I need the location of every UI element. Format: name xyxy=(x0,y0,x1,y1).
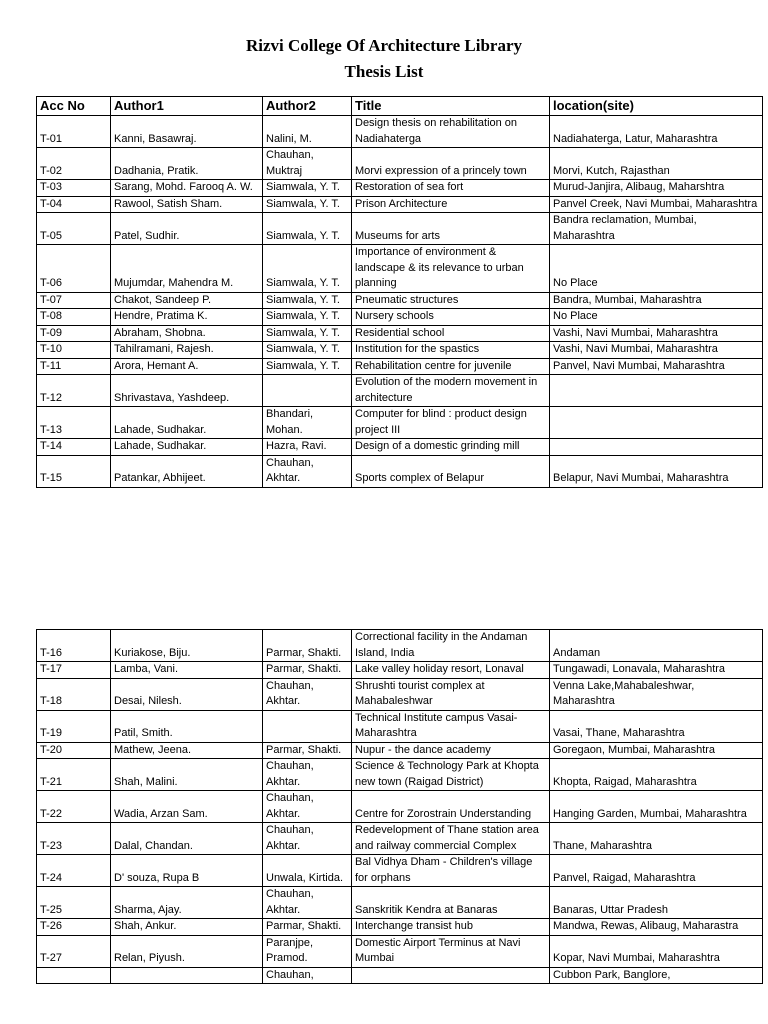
cell-location: Thane, Maharashtra xyxy=(550,823,763,855)
cell-location: Belapur, Navi Mumbai, Maharashtra xyxy=(550,455,763,487)
cell-author2: Siamwala, Y. T. xyxy=(263,245,352,293)
cell-author2: Chauhan, Muktraj xyxy=(263,148,352,180)
cell-acc-no: T-01 xyxy=(37,116,111,148)
cell-author2: Siamwala, Y. T. xyxy=(263,213,352,245)
cell-author2: Siamwala, Y. T. xyxy=(263,342,352,359)
cell-author1: Arora, Hemant A. xyxy=(111,358,263,375)
cell-location: Panvel, Navi Mumbai, Maharashtra xyxy=(550,358,763,375)
cell-location: Mandwa, Rewas, Alibaug, Maharastra xyxy=(550,919,763,936)
cell-author2: Siamwala, Y. T. xyxy=(263,309,352,326)
cell-author1: Sarang, Mohd. Farooq A. W. xyxy=(111,180,263,197)
cell-location xyxy=(550,439,763,456)
table-row xyxy=(37,342,763,359)
header-location: location(site) xyxy=(550,97,763,116)
cell-author1: Shah, Malini. xyxy=(111,759,263,791)
cell-author2: Nalini, M. xyxy=(263,116,352,148)
cell-location: Kopar, Navi Mumbai, Maharashtra xyxy=(550,935,763,967)
cell-title: Nursery schools xyxy=(352,309,550,326)
table-row xyxy=(37,791,763,823)
cell-acc-no: T-06 xyxy=(37,245,111,293)
cell-author1: Abraham, Shobna. xyxy=(111,325,263,342)
cell-location: Panvel, Raigad, Maharashtra xyxy=(550,855,763,887)
table-row xyxy=(37,116,763,148)
header-acc-no: Acc No xyxy=(37,97,111,116)
cell-author1: Hendre, Pratima K. xyxy=(111,309,263,326)
header-author1: Author1 xyxy=(111,97,263,116)
cell-location: Bandra, Mumbai, Maharashtra xyxy=(550,292,763,309)
cell-author2 xyxy=(263,710,352,742)
cell-title: Sports complex of Belapur xyxy=(352,455,550,487)
cell-author1: Lamba, Vani. xyxy=(111,662,263,679)
table-row xyxy=(37,325,763,342)
cell-location xyxy=(550,407,763,439)
cell-location: Venna Lake,Mahabaleshwar, Maharashtra xyxy=(550,678,763,710)
cell-location: Vashi, Navi Mumbai, Maharashtra xyxy=(550,325,763,342)
cell-author2: Chauhan, Akhtar. xyxy=(263,455,352,487)
cell-author1: Mujumdar, Mahendra M. xyxy=(111,245,263,293)
cell-title: Correctional facility in the Andaman Island, India xyxy=(352,630,550,662)
cell-acc-no: T-04 xyxy=(37,196,111,213)
cell-author1: Patankar, Abhijeet. xyxy=(111,455,263,487)
cell-location: Morvi, Kutch, Rajasthan xyxy=(550,148,763,180)
cell-title: Science & Technology Park at Khopta new town (Raigad District) xyxy=(352,759,550,791)
cell-acc-no: T-21 xyxy=(37,759,111,791)
cell-acc-no: T-11 xyxy=(37,358,111,375)
table-row xyxy=(37,887,763,919)
cell-author2: Unwala, Kirtida. xyxy=(263,855,352,887)
table-row xyxy=(37,742,763,759)
cell-author2: Bhandari, Mohan. xyxy=(263,407,352,439)
thesis-table-2 xyxy=(36,629,763,984)
cell-acc-no: T-25 xyxy=(37,887,111,919)
table-row xyxy=(37,180,763,197)
table-row xyxy=(37,196,763,213)
cell-location: Tungawadi, Lonavala, Maharashtra xyxy=(550,662,763,679)
cell-title: Prison Architecture xyxy=(352,196,550,213)
cell-author1: Rawool, Satish Sham. xyxy=(111,196,263,213)
cell-author1: Dadhania, Pratik. xyxy=(111,148,263,180)
cell-acc-no: T-05 xyxy=(37,213,111,245)
cell-title xyxy=(352,967,550,984)
cell-author1: Sharma, Ajay. xyxy=(111,887,263,919)
table-row xyxy=(37,967,763,984)
cell-location: Andaman xyxy=(550,630,763,662)
cell-author1: Mathew, Jeena. xyxy=(111,742,263,759)
cell-author2: Chauhan, Akhtar. xyxy=(263,791,352,823)
cell-author2: Hazra, Ravi. xyxy=(263,439,352,456)
table-row xyxy=(37,213,763,245)
cell-title: Nupur - the dance academy xyxy=(352,742,550,759)
cell-title: Design of a domestic grinding mill xyxy=(352,439,550,456)
cell-author1: Relan, Piyush. xyxy=(111,935,263,967)
cell-author2: Chauhan, xyxy=(263,967,352,984)
cell-acc-no: T-23 xyxy=(37,823,111,855)
cell-title: Importance of environment & landscape & its relevance to urban planning xyxy=(352,245,550,293)
cell-author2: Chauhan, Akhtar. xyxy=(263,887,352,919)
cell-acc-no: T-22 xyxy=(37,791,111,823)
cell-author2: Siamwala, Y. T. xyxy=(263,325,352,342)
table-row xyxy=(37,375,763,407)
table-row xyxy=(37,407,763,439)
cell-location: Murud-Janjira, Alibaug, Maharshtra xyxy=(550,180,763,197)
header-title: Title xyxy=(352,97,550,116)
table-row xyxy=(37,855,763,887)
cell-title: Rehabilitation centre for juvenile xyxy=(352,358,550,375)
cell-location: Goregaon, Mumbai, Maharashtra xyxy=(550,742,763,759)
cell-acc-no: T-19 xyxy=(37,710,111,742)
header-author2: Author2 xyxy=(263,97,352,116)
cell-location: Vashi, Navi Mumbai, Maharashtra xyxy=(550,342,763,359)
cell-author1: Patel, Sudhir. xyxy=(111,213,263,245)
cell-acc-no xyxy=(37,967,111,984)
document-subtitle: Thesis List xyxy=(344,62,424,81)
cell-title: Evolution of the modern movement in architecture xyxy=(352,375,550,407)
cell-title: Sanskritik Kendra at Banaras xyxy=(352,887,550,919)
table-row xyxy=(37,630,763,662)
table-row xyxy=(37,245,763,293)
table-row xyxy=(37,662,763,679)
cell-acc-no: T-09 xyxy=(37,325,111,342)
table-row xyxy=(37,678,763,710)
cell-location: Nadiahaterga, Latur, Maharashtra xyxy=(550,116,763,148)
cell-location: Panvel Creek, Navi Mumbai, Maharashtra xyxy=(550,196,763,213)
cell-author1: D' souza, Rupa B xyxy=(111,855,263,887)
cell-title: Centre for Zorostrain Understanding xyxy=(352,791,550,823)
cell-location: Khopta, Raigad, Maharashtra xyxy=(550,759,763,791)
table-row xyxy=(37,292,763,309)
cell-acc-no: T-10 xyxy=(37,342,111,359)
cell-author2: Chauhan, Akhtar. xyxy=(263,678,352,710)
cell-acc-no: T-15 xyxy=(37,455,111,487)
cell-title: Technical Institute campus Vasai-Maharashtra xyxy=(352,710,550,742)
cell-author1: Tahilramani, Rajesh. xyxy=(111,342,263,359)
cell-author1: Shrivastava, Yashdeep. xyxy=(111,375,263,407)
cell-author2: Siamwala, Y. T. xyxy=(263,292,352,309)
cell-author2: Siamwala, Y. T. xyxy=(263,180,352,197)
cell-acc-no: T-13 xyxy=(37,407,111,439)
cell-title: Institution for the spastics xyxy=(352,342,550,359)
table-row xyxy=(37,309,763,326)
cell-author2: Parmar, Shakti. xyxy=(263,919,352,936)
cell-author2: Siamwala, Y. T. xyxy=(263,196,352,213)
cell-title: Design thesis on rehabilitation on Nadiahaterga xyxy=(352,116,550,148)
cell-title: Residential school xyxy=(352,325,550,342)
cell-acc-no: T-12 xyxy=(37,375,111,407)
cell-author2: Siamwala, Y. T. xyxy=(263,358,352,375)
cell-location xyxy=(550,375,763,407)
cell-author1 xyxy=(111,967,263,984)
cell-acc-no: T-26 xyxy=(37,919,111,936)
cell-location: Vasai, Thane, Maharashtra xyxy=(550,710,763,742)
cell-title: Pneumatic structures xyxy=(352,292,550,309)
cell-location: Hanging Garden, Mumbai, Maharashtra xyxy=(550,791,763,823)
cell-acc-no: T-03 xyxy=(37,180,111,197)
cell-author1: Lahade, Sudhakar. xyxy=(111,407,263,439)
thesis-table-1 xyxy=(36,96,763,488)
cell-location: Banaras, Uttar Pradesh xyxy=(550,887,763,919)
cell-title: Computer for blind : product design project III xyxy=(352,407,550,439)
cell-acc-no: T-27 xyxy=(37,935,111,967)
cell-author2: Parmar, Shakti. xyxy=(263,630,352,662)
table-row xyxy=(37,455,763,487)
cell-acc-no: T-24 xyxy=(37,855,111,887)
table-row xyxy=(37,710,763,742)
cell-author2: Chauhan, Akhtar. xyxy=(263,823,352,855)
table-header-row xyxy=(37,97,763,116)
cell-acc-no: T-08 xyxy=(37,309,111,326)
cell-author2: Parmar, Shakti. xyxy=(263,742,352,759)
table-row xyxy=(37,439,763,456)
table-row xyxy=(37,935,763,967)
cell-author1: Shah, Ankur. xyxy=(111,919,263,936)
cell-location: Cubbon Park, Banglore, xyxy=(550,967,763,984)
cell-author1: Lahade, Sudhakar. xyxy=(111,439,263,456)
cell-title: Interchange transist hub xyxy=(352,919,550,936)
cell-author2 xyxy=(263,375,352,407)
cell-author2: Parmar, Shakti. xyxy=(263,662,352,679)
table-row xyxy=(37,148,763,180)
cell-acc-no: T-17 xyxy=(37,662,111,679)
cell-author1: Dalal, Chandan. xyxy=(111,823,263,855)
table-row xyxy=(37,823,763,855)
cell-author1: Chakot, Sandeep P. xyxy=(111,292,263,309)
cell-title: Domestic Airport Terminus at Navi Mumbai xyxy=(352,935,550,967)
cell-acc-no: T-14 xyxy=(37,439,111,456)
cell-author1: Kuriakose, Biju. xyxy=(111,630,263,662)
cell-location: Bandra reclamation, Mumbai, Maharashtra xyxy=(550,213,763,245)
cell-acc-no: T-07 xyxy=(37,292,111,309)
table-row xyxy=(37,358,763,375)
cell-title: Lake valley holiday resort, Lonaval xyxy=(352,662,550,679)
cell-acc-no: T-16 xyxy=(37,630,111,662)
cell-title: Restoration of sea fort xyxy=(352,180,550,197)
cell-location: No Place xyxy=(550,309,763,326)
cell-title: Bal Vidhya Dham - Children's village for orphans xyxy=(352,855,550,887)
table-row xyxy=(37,759,763,791)
cell-author2: Paranjpe, Pramod. xyxy=(263,935,352,967)
cell-author1: Kanni, Basawraj. xyxy=(111,116,263,148)
cell-title: Morvi expression of a princely town xyxy=(352,148,550,180)
cell-title: Shrushti tourist complex at Mahabaleshwar xyxy=(352,678,550,710)
cell-acc-no: T-02 xyxy=(37,148,111,180)
cell-author2: Chauhan, Akhtar. xyxy=(263,759,352,791)
table-row xyxy=(37,919,763,936)
cell-title: Museums for arts xyxy=(352,213,550,245)
cell-author1: Desai, Nilesh. xyxy=(111,678,263,710)
cell-location: No Place xyxy=(550,245,763,293)
cell-title: Redevelopment of Thane station area and railway commercial Complex xyxy=(352,823,550,855)
document-title: Rizvi College Of Architecture Library xyxy=(245,36,523,55)
cell-acc-no: T-20 xyxy=(37,742,111,759)
cell-author1: Wadia, Arzan Sam. xyxy=(111,791,263,823)
cell-author1: Patil, Smith. xyxy=(111,710,263,742)
cell-acc-no: T-18 xyxy=(37,678,111,710)
